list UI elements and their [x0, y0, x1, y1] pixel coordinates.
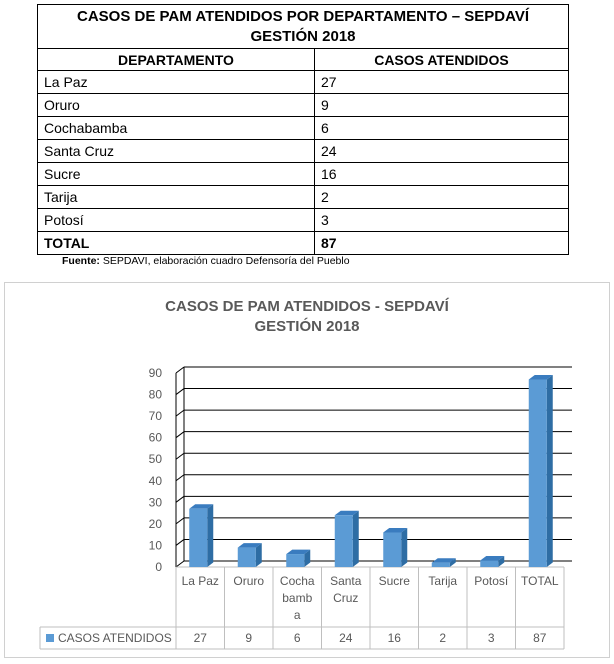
bar-side — [401, 528, 407, 567]
bar — [189, 509, 207, 567]
gridline-depth — [176, 518, 184, 524]
data-label: 9 — [245, 631, 253, 645]
department-cell: Tarija — [38, 186, 315, 209]
x-tick-label: Sucre — [378, 574, 410, 588]
gridline-depth — [176, 389, 184, 395]
data-label: 24 — [339, 631, 353, 645]
cases-cell: 6 — [315, 117, 569, 140]
y-tick-label: 40 — [148, 473, 162, 488]
department-cell: Cochabamba — [38, 117, 315, 140]
gridline-depth — [176, 475, 184, 481]
gridline-depth — [176, 539, 184, 545]
department-cell: Oruro — [38, 94, 315, 117]
data-label: 2 — [439, 631, 447, 645]
source-text: SEPDAVI, elaboración cuadro Defensoría del Pueblo — [99, 255, 350, 267]
y-tick-label: 60 — [148, 430, 162, 445]
gridline-depth — [176, 367, 184, 373]
cases-cell: 3 — [315, 209, 569, 232]
gridline-depth — [176, 410, 184, 416]
y-tick-label: 20 — [148, 516, 162, 531]
cases-cell: 24 — [315, 140, 569, 163]
gridline-depth — [176, 561, 184, 567]
source-label: Fuente: — [62, 255, 100, 267]
x-tick-label: Santa — [330, 574, 362, 588]
x-tick-label: Cocha — [279, 574, 315, 588]
x-tick-label: Tarija — [428, 574, 458, 588]
x-tick-label: bamb — [282, 591, 313, 605]
bar — [529, 379, 547, 567]
bar — [432, 563, 450, 567]
bar — [286, 554, 304, 567]
legend-label: CASOS ATENDIDOS — [58, 631, 172, 645]
department-cell: Potosí — [38, 209, 315, 232]
data-label: 6 — [293, 631, 301, 645]
column-header-cases: CASOS ATENDIDOS — [315, 49, 569, 71]
legend-swatch — [46, 634, 54, 642]
data-label: 87 — [533, 631, 547, 645]
y-tick-label: 30 — [148, 495, 162, 510]
y-tick-label: 90 — [148, 366, 162, 380]
table-title-line2: GESTIÓN 2018 — [250, 27, 356, 45]
bar-side — [207, 504, 213, 567]
cases-cell: 9 — [315, 94, 569, 117]
gridline-depth — [176, 453, 184, 459]
total-label: TOTAL — [38, 232, 315, 255]
bar — [480, 561, 498, 567]
department-cell: La Paz — [38, 71, 315, 94]
y-tick-label: 80 — [148, 387, 162, 402]
y-tick-label: 50 — [148, 452, 162, 467]
department-cell: Sucre — [38, 163, 315, 186]
data-label: 3 — [487, 631, 495, 645]
table-title-line1: CASOS DE PAM ATENDIDOS POR DEPARTAMENTO – SEPDAVÍ — [77, 7, 529, 25]
department-cell: Santa Cruz — [38, 140, 315, 163]
y-tick-label: 70 — [148, 409, 162, 424]
gridline-depth — [176, 496, 184, 502]
x-tick-label: Oruro — [233, 574, 265, 588]
y-tick-label: 0 — [155, 560, 162, 574]
cases-cell: 2 — [315, 186, 569, 209]
cases-cell: 16 — [315, 163, 569, 186]
cases-cell: 27 — [315, 71, 569, 94]
bar — [335, 515, 353, 567]
data-label: 16 — [387, 631, 401, 645]
x-tick-label: a — [293, 608, 301, 622]
data-label: 27 — [193, 631, 207, 645]
bar-side — [547, 375, 553, 567]
chart-title-line1: CASOS DE PAM ATENDIDOS - SEPDAVÍ — [165, 298, 449, 315]
gridline-depth — [176, 432, 184, 438]
bar-side — [353, 511, 359, 567]
bar — [383, 533, 401, 567]
x-tick-label: La Paz — [181, 574, 219, 588]
total-value: 87 — [315, 232, 569, 255]
x-tick-label: Potosí — [474, 574, 509, 588]
y-tick-label: 10 — [148, 538, 162, 553]
bar — [238, 548, 256, 567]
chart-title-line2: GESTIÓN 2018 — [254, 318, 360, 335]
x-tick-label: Cruz — [333, 591, 359, 605]
column-header-department: DEPARTAMENTO — [38, 49, 315, 71]
x-tick-label: TOTAL — [520, 574, 559, 588]
